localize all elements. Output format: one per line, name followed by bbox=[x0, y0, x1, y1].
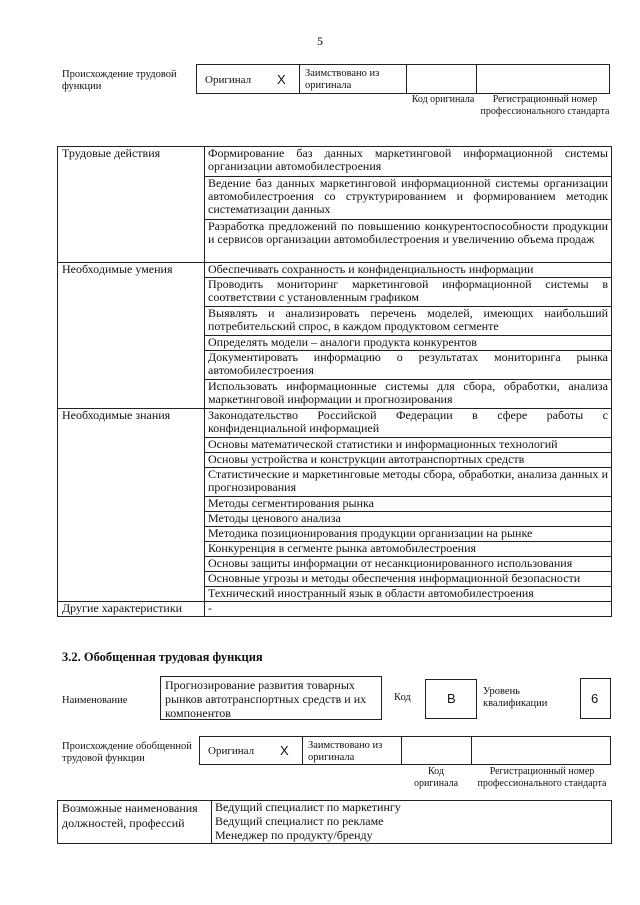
table-cell: Формирование баз данных маркетинговой информационной системы организации автомобилестроения bbox=[205, 147, 612, 177]
table-cell: Основные угрозы и методы обеспечения информационной безопасности bbox=[205, 572, 612, 587]
table-cell: Технический иностранный язык в области автомобилестроения bbox=[205, 587, 612, 602]
origin-original-label: Оригинал bbox=[205, 74, 252, 86]
origin2-code-cell bbox=[401, 736, 472, 765]
table-cell: Использовать информационные системы для сбора, обработки, анализа маркетинговой информации и прогнозирования bbox=[205, 380, 612, 409]
table-cell: Методика позиционирования продукции организации на рынке bbox=[205, 527, 612, 542]
origin-code-cell bbox=[406, 64, 477, 94]
table-row bbox=[58, 801, 612, 816]
row-head-other: Другие характеристики bbox=[58, 602, 205, 617]
table-cell: Ведущий специалист по рекламе bbox=[212, 815, 612, 829]
table-cell: Документировать информацию о результатах мониторинга рынка автомобилестроения bbox=[205, 351, 612, 380]
name-value: Прогнозирование развития товарных рынков автотранспортных средств и их компонентов bbox=[165, 678, 367, 720]
table-cell: Методы ценового анализа bbox=[205, 512, 612, 527]
table-cell: Основы защиты информации от несанкционированного использования bbox=[205, 557, 612, 572]
table-cell: Проводить мониторинг маркетинговой информационной системы в соответствии с установленным графиком bbox=[205, 278, 612, 307]
origin-original-mark: X bbox=[277, 72, 286, 87]
origin2-borrowed-cell bbox=[302, 736, 402, 765]
origin2-label: Происхождение обобщенной трудовой функции bbox=[62, 741, 192, 764]
table-cell: Определять модели – аналоги продукта конкурентов bbox=[205, 336, 612, 351]
origin-label: Происхождение трудовой функции bbox=[62, 69, 177, 92]
origin2-borrowed-label: Заимствовано из оригинала bbox=[308, 740, 383, 763]
origin2-original-cell bbox=[199, 736, 303, 765]
table-cell: Основы устройства и конструкции автотранспортных средств bbox=[205, 453, 612, 468]
table-cell: Конкуренция в сегменте рынка автомобилестроения bbox=[205, 542, 612, 557]
name-label: Наименование bbox=[62, 695, 128, 706]
table-cell: Выявлять и анализировать перечень моделей, имеющих наибольший потребительский спрос, в каждом продуктовом сегменте bbox=[205, 307, 612, 336]
positions-table bbox=[57, 800, 612, 844]
code-value-cell bbox=[425, 679, 477, 719]
table-row bbox=[58, 147, 612, 177]
code-label: Код bbox=[394, 692, 411, 703]
row-head-positions: Возможные наименования должностей, профессий bbox=[58, 801, 212, 844]
table-cell: Статистические и маркетинговые методы сбора, обработки, анализа данных и прогнозирования bbox=[205, 468, 612, 497]
origin-code-caption: Код оригинала bbox=[411, 94, 475, 105]
origin2-reg-cell bbox=[471, 736, 611, 765]
page-number: 5 bbox=[317, 34, 323, 48]
table-cell: Ведение баз данных маркетинговой информационной системы организации автомобилестроения со структурированием и формированием методик систематизации данных bbox=[205, 177, 612, 220]
section-title: 3.2. Обобщенная трудовая функция bbox=[62, 650, 263, 664]
labor-function-table bbox=[57, 146, 612, 617]
row-head-required-skills: Необходимые умения bbox=[58, 263, 205, 409]
table-cell: Ведущий специалист по маркетингу bbox=[212, 801, 612, 816]
name-value-cell bbox=[160, 676, 382, 720]
origin2-original-label: Оригинал bbox=[208, 745, 255, 757]
table-cell: Разработка предложений по повышению конкурентоспособности продукции и сервисов организации автомобилестроения и увеличению объема продаж bbox=[205, 220, 612, 263]
origin-borrowed-label: Заимствовано из оригинала bbox=[305, 68, 380, 91]
origin-reg-cell bbox=[476, 64, 610, 94]
level-label: Уровень квалификации bbox=[483, 686, 548, 709]
origin2-original-mark: X bbox=[280, 743, 289, 758]
code-value: B bbox=[447, 691, 456, 706]
table-cell: Обеспечивать сохранность и конфиденциальность информации bbox=[205, 263, 612, 278]
table-cell: Основы математической статистики и информационных технологий bbox=[205, 438, 612, 453]
origin2-code-caption: Код оригинала bbox=[413, 766, 459, 789]
origin-original-cell bbox=[196, 64, 300, 94]
table-row bbox=[58, 263, 612, 278]
table-cell: Законодательство Российской Федерации в сфере работы с конфиденциальной информацией bbox=[205, 409, 612, 438]
table-cell: Методы сегментирования рынка bbox=[205, 497, 612, 512]
table-row bbox=[58, 409, 612, 438]
origin-reg-caption: Регистрационный номер профессионального стандарта bbox=[480, 94, 610, 117]
level-value-cell bbox=[580, 678, 611, 719]
table-cell: - bbox=[205, 602, 612, 617]
table-row bbox=[58, 602, 612, 617]
origin-borrowed-cell bbox=[299, 64, 407, 94]
row-head-labor-actions: Трудовые действия bbox=[58, 147, 205, 263]
level-value: 6 bbox=[591, 691, 599, 706]
row-head-required-knowledge: Необходимые знания bbox=[58, 409, 205, 602]
table-cell: Менеджер по продукту/бренду bbox=[212, 829, 612, 844]
origin2-reg-caption: Регистрационный номер профессионального стандарта bbox=[477, 766, 607, 789]
